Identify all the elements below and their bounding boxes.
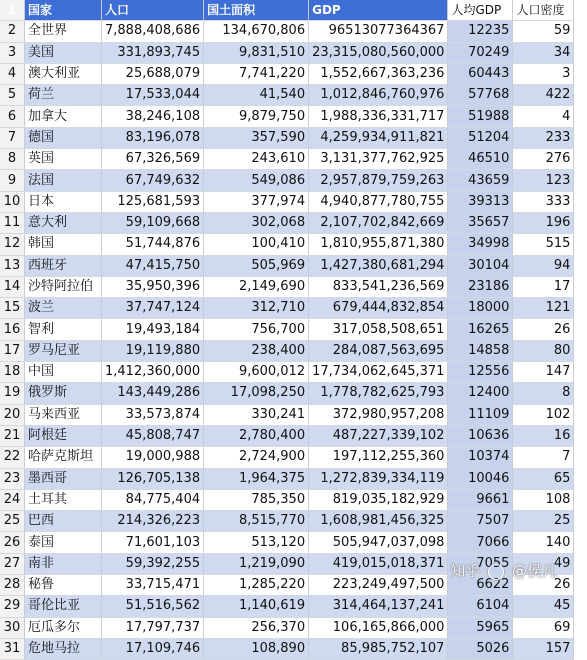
row-number[interactable]: 15 [0,298,25,319]
table-row [0,298,574,319]
cell-country[interactable]: 哥伦比亚 [25,596,102,617]
cell-area[interactable]: 513,120 [204,532,309,553]
cell-area[interactable]: 2,780,400 [204,425,309,446]
cell-country[interactable]: 阿根廷 [25,425,102,446]
cell-density[interactable]: 3 [513,63,574,84]
row-number[interactable]: 27 [0,553,25,574]
cell-country[interactable]: 日本 [25,191,102,212]
cell-gdp-per-capita[interactable]: 70249 [448,42,513,63]
table-row [0,319,574,340]
cell-density[interactable]: 59 [513,21,574,42]
cell-gdp-per-capita[interactable]: 6104 [448,596,513,617]
cell-gdp[interactable]: 419,015,018,371 [309,553,448,574]
cell-gdp[interactable]: 679,444,832,854 [309,298,448,319]
cell-area[interactable]: 108,890 [204,638,309,659]
cell-gdp[interactable]: 1,427,380,681,294 [309,255,448,276]
cell-country[interactable]: 泰国 [25,532,102,553]
cell-gdp-per-capita[interactable]: 10374 [448,447,513,468]
table-row [0,617,574,638]
row-number[interactable]: 7 [0,127,25,148]
table-row [0,425,574,446]
cell-population[interactable]: 51,516,562 [102,596,204,617]
table-row [0,149,574,170]
cell-gdp[interactable]: 1,608,981,456,325 [309,511,448,532]
cell-country[interactable]: 荷兰 [25,85,102,106]
table-row [0,383,574,404]
cell-gdp-per-capita[interactable]: 39313 [448,191,513,212]
cell-gdp-per-capita[interactable]: 7507 [448,511,513,532]
row-number[interactable]: 12 [0,234,25,255]
cell-gdp-per-capita[interactable]: 7066 [448,532,513,553]
cell-gdp-per-capita[interactable]: 35657 [448,212,513,233]
row-number[interactable]: 11 [0,212,25,233]
table-row [0,489,574,510]
cell-gdp-per-capita[interactable]: 11109 [448,404,513,425]
cell-gdp-per-capita[interactable]: 12556 [448,362,513,383]
cell-population[interactable]: 83,196,078 [102,127,204,148]
cell-country[interactable]: 哈萨克斯坦 [25,447,102,468]
cell-country[interactable]: 智利 [25,319,102,340]
row-number[interactable]: 23 [0,468,25,489]
cell-gdp[interactable]: 17,734,062,645,371 [309,362,448,383]
table-row [0,255,574,276]
row-number[interactable]: 28 [0,575,25,596]
cell-gdp-per-capita[interactable]: 51988 [448,106,513,127]
cell-area[interactable]: 2,149,690 [204,276,309,297]
table-row [0,191,574,212]
row-number[interactable]: 3 [0,42,25,63]
cell-gdp-per-capita[interactable]: 57768 [448,85,513,106]
watermark [450,560,557,581]
cell-gdp[interactable]: 96513077364367 [309,21,448,42]
cell-country[interactable]: 厄瓜多尔 [25,617,102,638]
cell-area[interactable]: 549,086 [204,170,309,191]
cell-area[interactable]: 756,700 [204,319,309,340]
cell-population[interactable]: 67,326,569 [102,149,204,170]
cell-population[interactable]: 71,601,103 [102,532,204,553]
cell-density[interactable]: 16 [513,425,574,446]
cell-density[interactable]: 26 [513,319,574,340]
cell-gdp[interactable]: 3,131,377,762,925 [309,149,448,170]
cell-density[interactable]: 25 [513,511,574,532]
cell-density[interactable]: 515 [513,234,574,255]
cell-density[interactable]: 157 [513,638,574,659]
table-row [0,362,574,383]
header-country[interactable]: 国家 [25,0,102,21]
cell-gdp[interactable]: 1,988,336,331,717 [309,106,448,127]
row-number[interactable]: 31 [0,638,25,659]
cell-gdp[interactable]: 197,112,255,360 [309,447,448,468]
cell-area[interactable]: 1,140,619 [204,596,309,617]
table-row [0,340,574,361]
cell-gdp[interactable]: 372,980,957,208 [309,404,448,425]
header-area[interactable]: 国土面积 [204,0,309,21]
cell-population[interactable]: 59,109,668 [102,212,204,233]
cell-area[interactable]: 17,098,250 [204,383,309,404]
cell-population[interactable]: 1,412,360,000 [102,362,204,383]
cell-density[interactable]: 17 [513,276,574,297]
cell-gdp-per-capita[interactable]: 7055 [448,553,513,574]
row-number[interactable]: 1 [0,0,25,21]
cell-gdp[interactable]: 106,165,866,000 [309,617,448,638]
cell-population[interactable]: 25,688,079 [102,63,204,84]
cell-gdp-per-capita[interactable]: 60443 [448,63,513,84]
row-number[interactable]: 24 [0,489,25,510]
cell-gdp-per-capita[interactable]: 23186 [448,276,513,297]
cell-gdp[interactable]: 1,778,782,625,793 [309,383,448,404]
header-gdp-per-capita[interactable]: 人均GDP [448,0,513,21]
cell-area[interactable]: 256,370 [204,617,309,638]
cell-gdp-per-capita[interactable]: 51204 [448,127,513,148]
cell-area[interactable]: 312,710 [204,298,309,319]
cell-population[interactable]: 84,775,404 [102,489,204,510]
row-number[interactable]: 5 [0,85,25,106]
cell-density[interactable]: 4 [513,106,574,127]
watermark-prefix: 知乎 [450,562,481,580]
cell-density[interactable]: 121 [513,298,574,319]
cell-country[interactable]: 土耳其 [25,489,102,510]
cell-density[interactable]: 333 [513,191,574,212]
cell-area[interactable]: 9,879,750 [204,106,309,127]
table-row [0,276,574,297]
cell-population[interactable]: 17,533,044 [102,85,204,106]
cell-gdp-per-capita[interactable]: 12400 [448,383,513,404]
cell-population[interactable]: 38,246,108 [102,106,204,127]
cell-gdp[interactable]: 487,227,339,102 [309,425,448,446]
cell-density[interactable]: 422 [513,85,574,106]
cell-gdp-per-capita[interactable]: 6622 [448,575,513,596]
cell-country[interactable]: 马来西亚 [25,404,102,425]
cell-area[interactable]: 505,969 [204,255,309,276]
cell-density[interactable]: 233 [513,127,574,148]
row-number[interactable]: 13 [0,255,25,276]
row-number[interactable]: 30 [0,617,25,638]
table-row [0,63,574,84]
circle-logo-icon [488,564,504,580]
cell-country[interactable]: 澳大利亚 [25,63,102,84]
table-row [0,85,574,106]
cell-density[interactable]: 123 [513,170,574,191]
row-number[interactable]: 9 [0,170,25,191]
cell-gdp-per-capita[interactable]: 5965 [448,617,513,638]
row-number[interactable]: 20 [0,404,25,425]
cell-gdp[interactable]: 85,985,752,107 [309,638,448,659]
cell-country[interactable]: 加拿大 [25,106,102,127]
header-density[interactable]: 人口密度 [513,0,574,21]
cell-density[interactable]: 196 [513,212,574,233]
cell-population[interactable]: 331,893,745 [102,42,204,63]
cell-area[interactable]: 243,610 [204,149,309,170]
cell-country[interactable]: 法国 [25,170,102,191]
cell-gdp[interactable]: 4,259,934,911,821 [309,127,448,148]
cell-country[interactable]: 墨西哥 [25,468,102,489]
cell-country[interactable]: 危地马拉 [25,638,102,659]
cell-gdp-per-capita[interactable]: 43659 [448,170,513,191]
cell-population[interactable]: 59,392,255 [102,553,204,574]
table-row [0,212,574,233]
cell-gdp-per-capita[interactable]: 10636 [448,425,513,446]
cell-density[interactable]: 65 [513,468,574,489]
cell-gdp-per-capita[interactable]: 16265 [448,319,513,340]
cell-gdp-per-capita[interactable]: 34998 [448,234,513,255]
cell-gdp[interactable]: 819,035,182,929 [309,489,448,510]
cell-gdp[interactable]: 1,810,955,871,380 [309,234,448,255]
row-number[interactable]: 6 [0,106,25,127]
row-number[interactable]: 16 [0,319,25,340]
table-row [0,106,574,127]
cell-country[interactable]: 南非 [25,553,102,574]
cell-population[interactable]: 19,119,880 [102,340,204,361]
cell-area[interactable]: 9,600,012 [204,362,309,383]
cell-population[interactable]: 67,749,632 [102,170,204,191]
cell-density[interactable]: 276 [513,149,574,170]
cell-area[interactable]: 134,670,806 [204,21,309,42]
cell-gdp[interactable]: 833,541,236,569 [309,276,448,297]
cell-country[interactable]: 沙特阿拉伯 [25,276,102,297]
cell-gdp[interactable]: 1,272,839,334,119 [309,468,448,489]
cell-gdp[interactable]: 2,107,702,842,669 [309,212,448,233]
cell-gdp[interactable]: 4,940,877,780,755 [309,191,448,212]
cell-area[interactable]: 1,964,375 [204,468,309,489]
cell-gdp[interactable]: 223,249,497,500 [309,575,448,596]
cell-gdp-per-capita[interactable]: 9661 [448,489,513,510]
table-row [0,532,574,553]
cell-country[interactable]: 英国 [25,149,102,170]
row-number[interactable]: 2 [0,21,25,42]
cell-area[interactable]: 8,515,770 [204,511,309,532]
cell-gdp-per-capita[interactable]: 5026 [448,638,513,659]
table-row [0,170,574,191]
cell-country[interactable]: 巴西 [25,511,102,532]
cell-density[interactable]: 94 [513,255,574,276]
cell-density[interactable]: 26 [513,575,574,596]
table-row [0,42,574,63]
cell-area[interactable]: 1,219,090 [204,553,309,574]
cell-gdp-per-capita[interactable]: 10046 [448,468,513,489]
row-number[interactable]: 19 [0,383,25,404]
cell-gdp[interactable]: 23,315,080,560,000 [309,42,448,63]
cell-population[interactable]: 126,705,138 [102,468,204,489]
cell-population[interactable]: 33,573,874 [102,404,204,425]
table-row [0,447,574,468]
cell-country[interactable]: 罗马尼亚 [25,340,102,361]
cell-country[interactable]: 美国 [25,42,102,63]
cell-area[interactable]: 785,350 [204,489,309,510]
cell-gdp[interactable]: 284,087,563,695 [309,340,448,361]
cell-population[interactable]: 47,415,750 [102,255,204,276]
cell-population[interactable]: 19,493,184 [102,319,204,340]
row-number[interactable]: 25 [0,511,25,532]
table-row [0,234,574,255]
cell-country[interactable]: 中国 [25,362,102,383]
cell-population[interactable]: 17,109,746 [102,638,204,659]
cell-density[interactable]: 8 [513,383,574,404]
cell-area[interactable]: 7,741,220 [204,63,309,84]
cell-area[interactable]: 357,590 [204,127,309,148]
cell-area[interactable]: 302,068 [204,212,309,233]
cell-density[interactable]: 7 [513,447,574,468]
row-number[interactable]: 17 [0,340,25,361]
cell-gdp[interactable]: 314,464,137,241 [309,596,448,617]
table-row [0,511,574,532]
cell-density[interactable]: 147 [513,362,574,383]
cell-gdp[interactable]: 505,947,037,098 [309,532,448,553]
table-row [0,638,574,659]
header-population[interactable]: 人口 [102,0,204,21]
cell-population[interactable]: 37,747,124 [102,298,204,319]
cell-gdp[interactable]: 317,058,508,651 [309,319,448,340]
cell-gdp-per-capita[interactable]: 12235 [448,21,513,42]
row-number[interactable]: 21 [0,425,25,446]
row-number[interactable]: 29 [0,596,25,617]
cell-gdp[interactable]: 1,012,846,760,976 [309,85,448,106]
watermark-author: @侯凡 [511,562,557,580]
cell-area[interactable]: 330,241 [204,404,309,425]
table-row [0,21,574,42]
cell-population[interactable]: 19,000,988 [102,447,204,468]
cell-area[interactable]: 9,831,510 [204,42,309,63]
cell-population[interactable]: 125,681,593 [102,191,204,212]
cell-population[interactable]: 35,950,396 [102,276,204,297]
cell-population[interactable]: 7,888,408,686 [102,21,204,42]
table-row [0,127,574,148]
cell-area[interactable]: 100,410 [204,234,309,255]
cell-country[interactable]: 俄罗斯 [25,383,102,404]
row-number[interactable]: 10 [0,191,25,212]
cell-country[interactable]: 波兰 [25,298,102,319]
cell-gdp-per-capita[interactable]: 18000 [448,298,513,319]
cell-gdp[interactable]: 1,552,667,363,236 [309,63,448,84]
cell-gdp-per-capita[interactable]: 46510 [448,149,513,170]
row-number[interactable]: 22 [0,447,25,468]
cell-density[interactable]: 34 [513,42,574,63]
cell-gdp-per-capita[interactable]: 30104 [448,255,513,276]
row-number[interactable]: 26 [0,532,25,553]
cell-density[interactable]: 49 [513,553,574,574]
cell-density[interactable]: 45 [513,596,574,617]
table-row [0,468,574,489]
cell-density[interactable]: 140 [513,532,574,553]
cell-population[interactable]: 143,449,286 [102,383,204,404]
cell-country[interactable]: 西班牙 [25,255,102,276]
cell-area[interactable]: 377,974 [204,191,309,212]
cell-country[interactable]: 秘鲁 [25,575,102,596]
cell-country[interactable]: 全世界 [25,21,102,42]
row-number[interactable]: 18 [0,362,25,383]
header-row [0,0,574,21]
cell-density[interactable]: 69 [513,617,574,638]
cell-density[interactable]: 80 [513,340,574,361]
cell-population[interactable]: 17,797,737 [102,617,204,638]
cell-country[interactable]: 德国 [25,127,102,148]
cell-population[interactable]: 214,326,223 [102,511,204,532]
cell-area[interactable]: 238,400 [204,340,309,361]
cell-density[interactable]: 108 [513,489,574,510]
table-row [0,596,574,617]
table-row [0,404,574,425]
row-number[interactable]: 8 [0,149,25,170]
cell-population[interactable]: 51,744,876 [102,234,204,255]
cell-country[interactable]: 意大利 [25,212,102,233]
cell-area[interactable]: 41,540 [204,85,309,106]
cell-population[interactable]: 33,715,471 [102,575,204,596]
cell-population[interactable]: 45,808,747 [102,425,204,446]
row-number[interactable]: 4 [0,63,25,84]
header-gdp[interactable]: GDP [309,0,448,21]
row-number[interactable]: 14 [0,276,25,297]
cell-gdp-per-capita[interactable]: 14858 [448,340,513,361]
cell-gdp[interactable]: 2,957,879,759,263 [309,170,448,191]
cell-country[interactable]: 韩国 [25,234,102,255]
cell-area[interactable]: 2,724,900 [204,447,309,468]
cell-area[interactable]: 1,285,220 [204,575,309,596]
cell-density[interactable]: 102 [513,404,574,425]
